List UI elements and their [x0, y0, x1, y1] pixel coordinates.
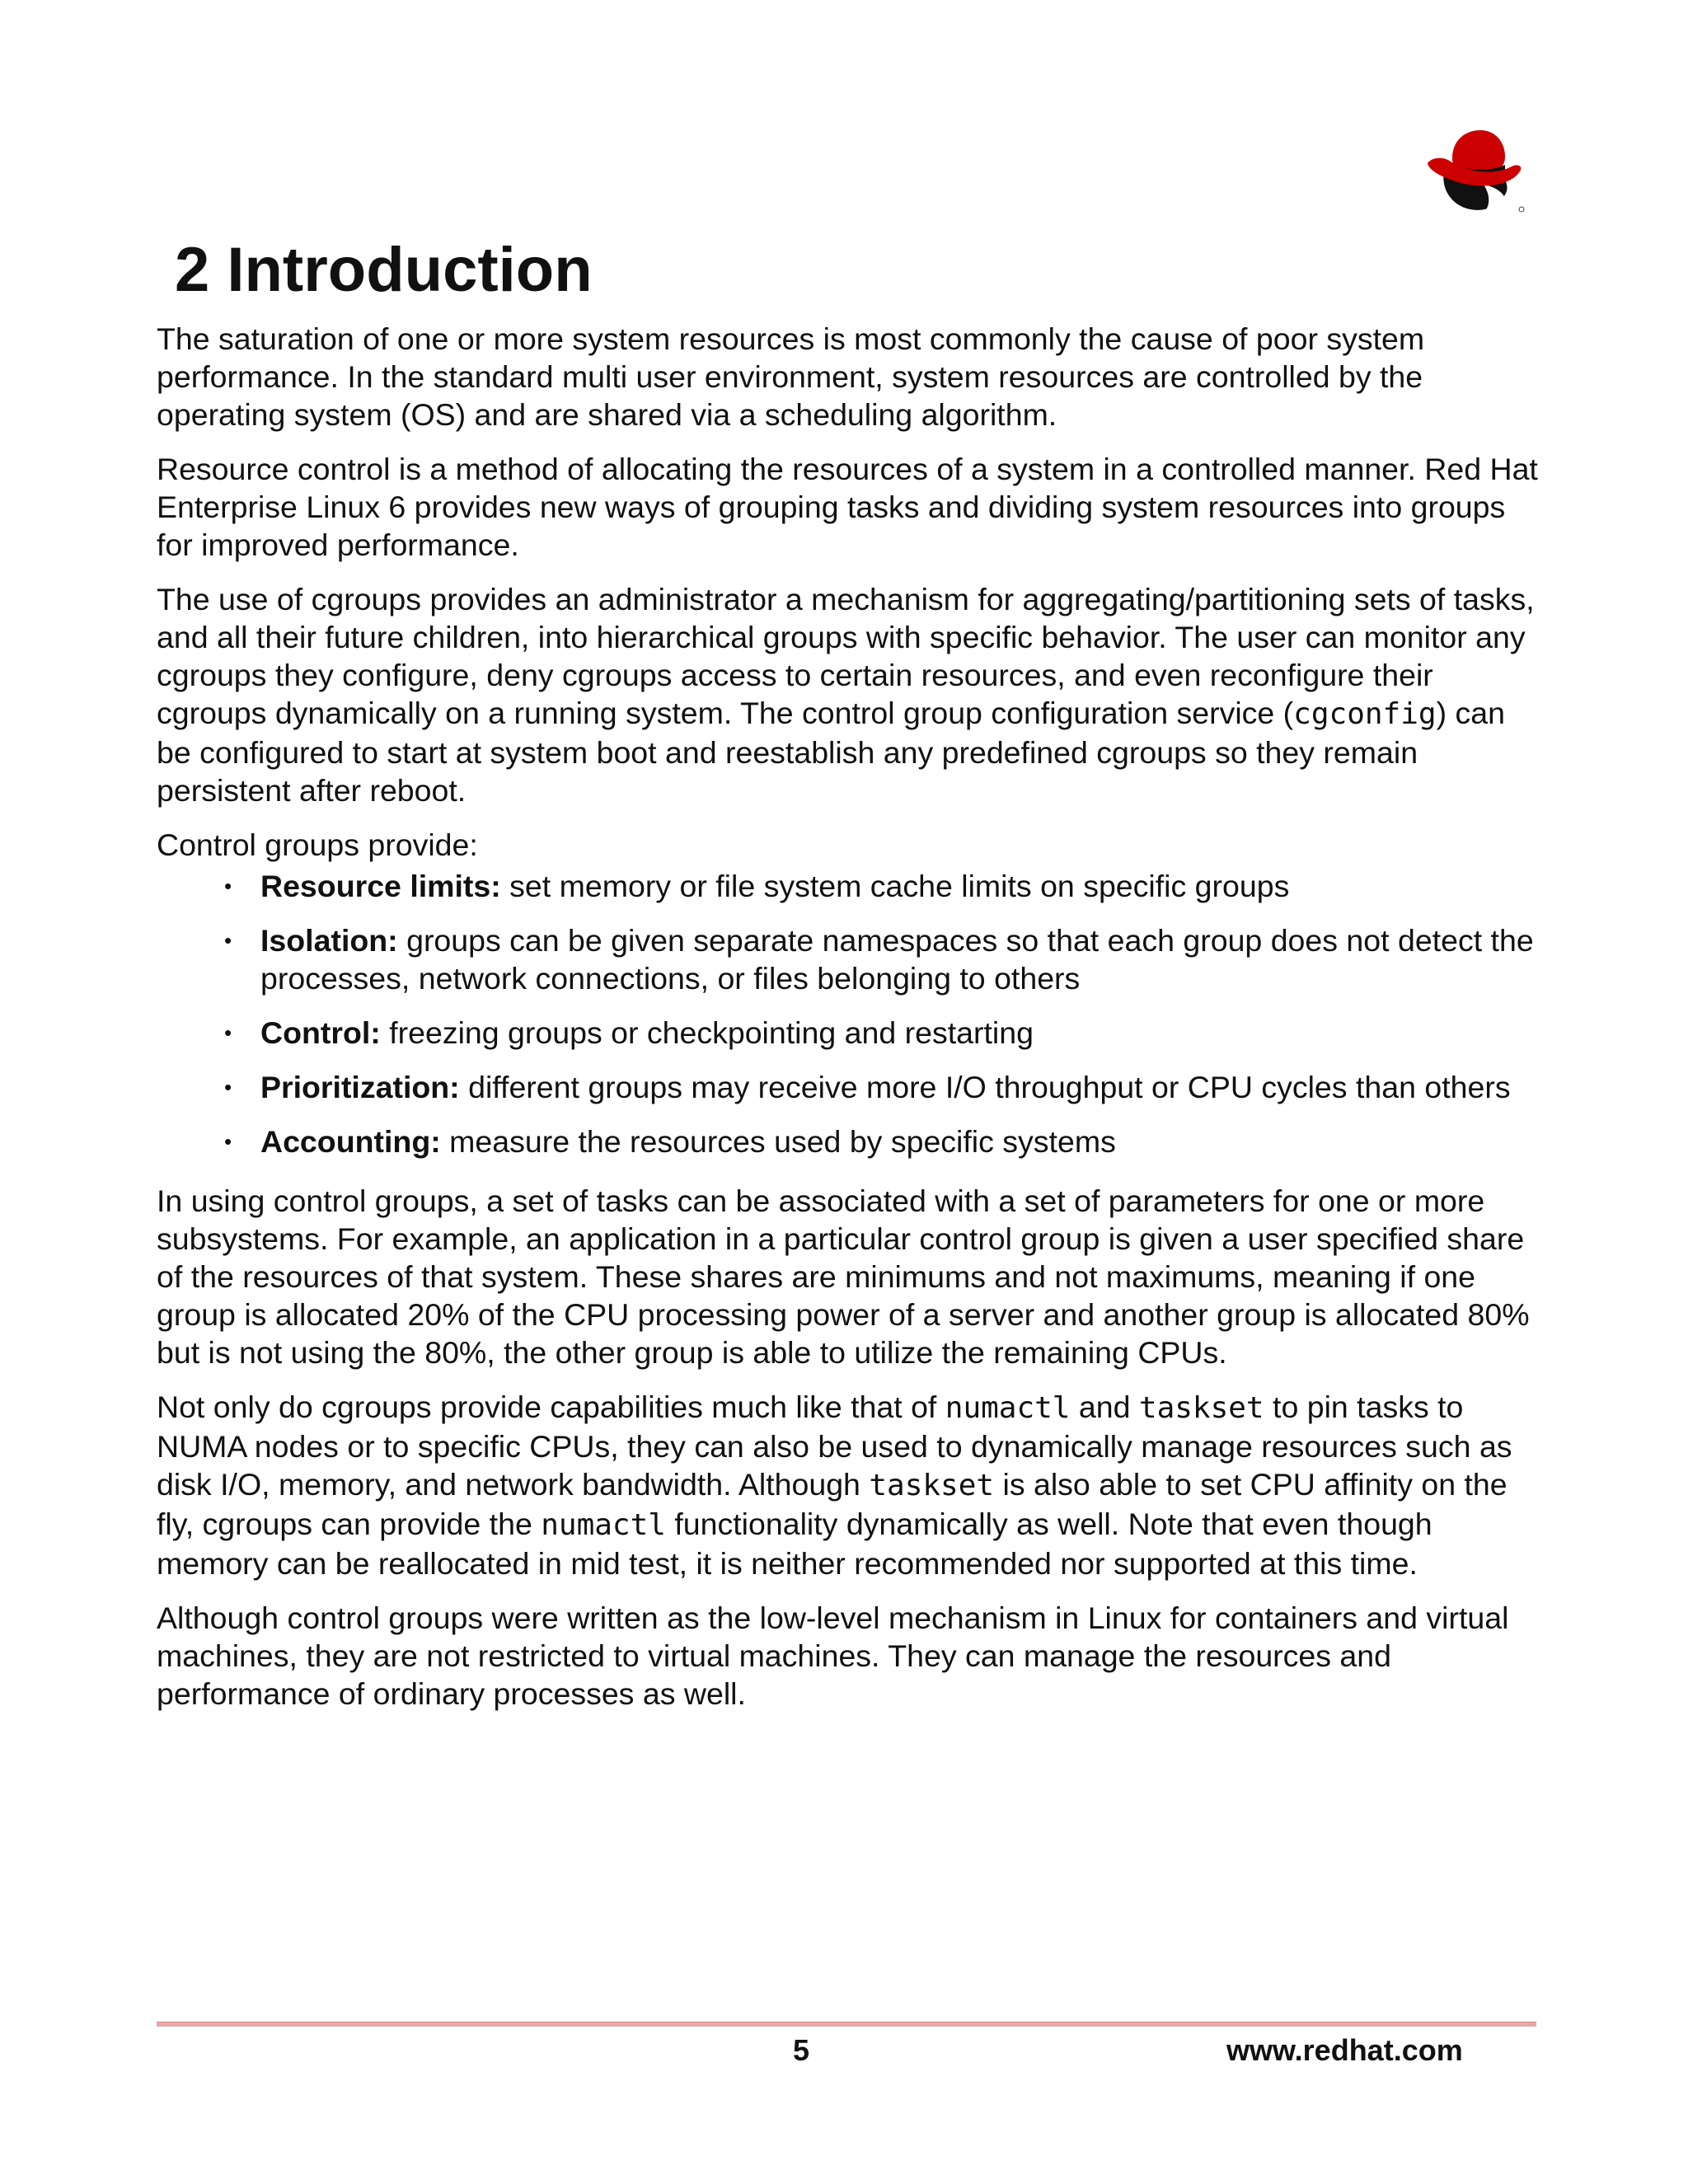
text-segment: ) can be configured to start at system boot and reestablish any predefined cgroups so they remain persistent after reboot.: [157, 696, 1505, 808]
text-segment: is also able to set CPU affinity on the fly, cgroups can provide the: [157, 1467, 1507, 1541]
document-body: [157, 320, 1541, 1729]
text-segment: The use of cgroups provides an administrator a mechanism for aggregating/partitioning sets of tasks, and all their future children, into hierarchical groups with specific behavior. The user can monitor any cgroups they configure, deny cgroups access to certain resources, and even reconfigure their cgroups dynamically on a running system. The control group configuration service (: [157, 582, 1535, 730]
list-item: [224, 1068, 1541, 1106]
text-segment: functionality dynamically as well. Note that even though memory can be reallocated in mid test, it is neither recommended nor supported at this time.: [157, 1507, 1432, 1581]
paragraph-saturation: The saturation of one or more system resources is most commonly the cause of poor system performance. In the standard multi user environment, system resources are controlled by the operating system (OS) and are shared via a scheduling algorithm.: [157, 321, 1425, 432]
list-item: [224, 1122, 1541, 1160]
footer-url: www.redhat.com: [1226, 2033, 1463, 2067]
paragraph-resource-control: Resource control is a method of allocating the resources of a system in a controlled manner. Red Hat Enterprise Linux 6 provides new ways of grouping tasks and dividing system resources into groups for improved performance.: [157, 452, 1538, 562]
paragraph-numa-pinning: [157, 1388, 1541, 1582]
bullet-icon: •: [224, 874, 232, 898]
paragraph-cgroups-usage: [157, 580, 1541, 809]
feature-term: Control:: [260, 1015, 381, 1050]
feature-list: [157, 867, 1541, 1160]
code-numactl: numactl: [541, 1508, 666, 1542]
feature-description: set memory or file system cache limits on specific groups: [500, 869, 1290, 903]
code-numactl: numactl: [945, 1391, 1071, 1425]
feature-term: Accounting:: [260, 1124, 441, 1159]
feature-description: freezing groups or checkpointing and restarting: [380, 1015, 1034, 1050]
code-taskset: taskset: [869, 1469, 995, 1502]
bullet-icon: •: [224, 1129, 232, 1154]
paragraph-virtual-machines: Although control groups were written as the low-level mechanism in Linux for containers and virtual machines, they are not restricted to virtual machines. They can manage the resources and performance of ordinary processes as well.: [157, 1601, 1509, 1711]
page-number: 5: [793, 2033, 810, 2067]
code-cgconfig: cgconfig: [1293, 697, 1437, 731]
feature-term: Resource limits:: [260, 869, 501, 903]
text-segment: Not only do cgroups provide capabilities much like that of: [157, 1390, 945, 1424]
redhat-shadowman-logo-icon: [1419, 124, 1526, 216]
page-title: 2 Introduction: [175, 235, 593, 305]
feature-description: groups can be given separate namespaces so that each group does not detect the processes, network connections, or files belonging to others: [260, 923, 1534, 996]
text-segment: and: [1070, 1390, 1139, 1424]
bullet-icon: •: [224, 1020, 232, 1045]
footer-divider: [157, 2022, 1536, 2027]
text-segment: to pin tasks to NUMA nodes or to specific CPUs, they can also be used to dynamically manage resources such as disk I/O, memory, and network bandwidth. Although: [157, 1390, 1512, 1502]
list-item: [224, 921, 1541, 997]
paragraph-control-groups-provide: Control groups provide:: [157, 827, 478, 862]
bullet-icon: •: [224, 1075, 232, 1099]
paragraph-task-parameters: In using control groups, a set of tasks can be associated with a set of parameters for one or more subsystems. For example, an application in a particular control group is given a user specified share of the resources of that system. These shares are minimums and not maximums, meaning if one group is allocated 20% of the CPU processing power of a server and another group is allocated 80% but is not using the 80%, the other group is able to utilize the remaining CPUs.: [157, 1183, 1530, 1370]
feature-term: Isolation:: [260, 923, 398, 958]
feature-description: different groups may receive more I/O throughput or CPU cycles than others: [459, 1070, 1511, 1104]
bullet-icon: •: [224, 928, 232, 953]
code-taskset: taskset: [1138, 1391, 1264, 1425]
feature-description: measure the resources used by specific systems: [440, 1124, 1116, 1159]
feature-term: Prioritization:: [260, 1070, 460, 1104]
list-item: [224, 867, 1541, 905]
list-item: [224, 1014, 1541, 1052]
